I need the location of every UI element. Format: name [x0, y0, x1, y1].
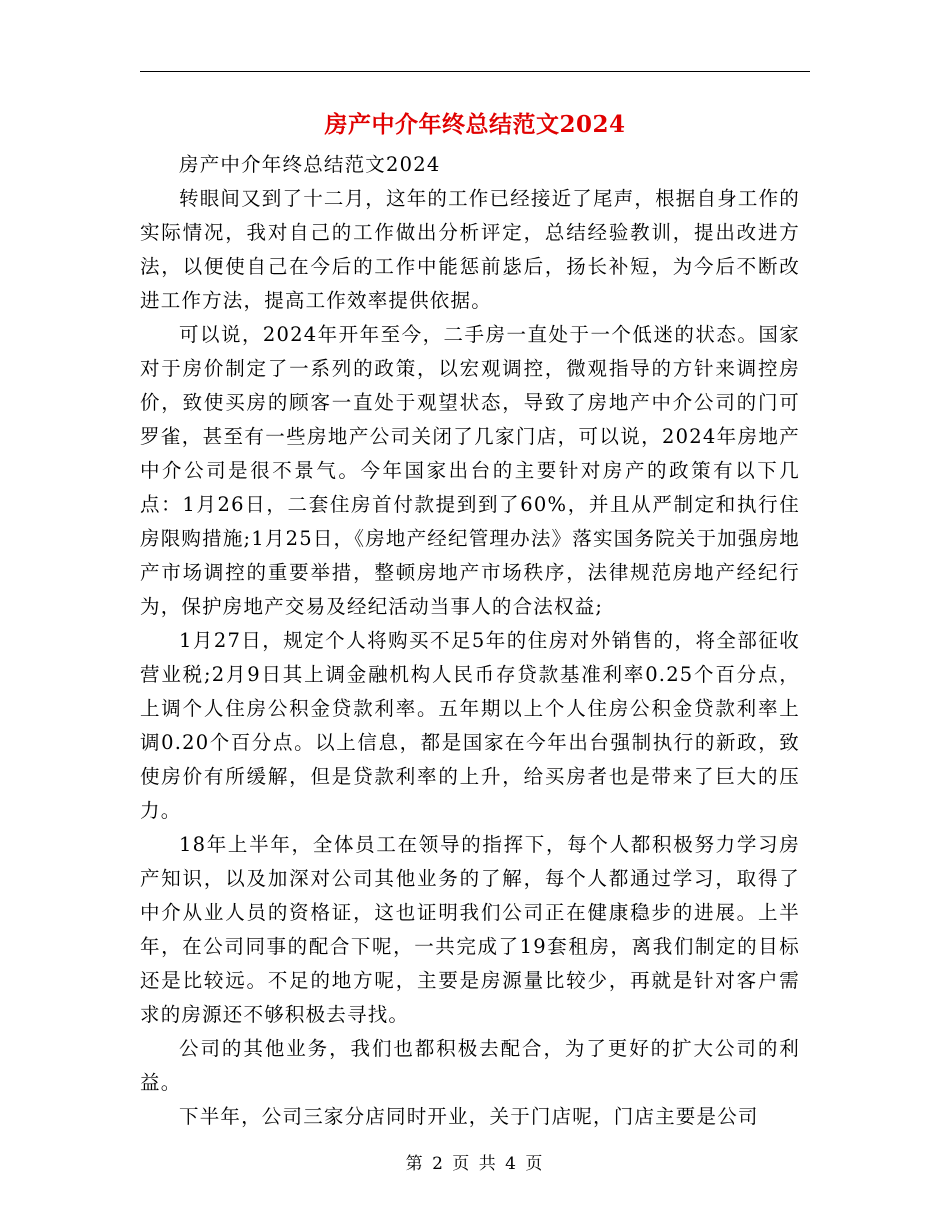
paragraph: 1月27日，规定个人将购买不足5年的住房对外销售的，将全部征收营业税;2月9日其上调金融机构人民币存贷款基准利率0.25个百分点，上调个人住房公积金贷款利率。五年期以上个人住房公积金贷款利率上调0.20个百分点。以上信息，都是国家在今年出台强制执行的新政，致使房价有所缓解，但是贷款利率的上升，给买房者也是带来了巨大的压力。	[140, 629, 800, 822]
header-rule	[140, 71, 810, 72]
document-body	[140, 148, 800, 1134]
paragraph: 房产中介年终总结范文2024	[179, 153, 441, 176]
paragraph: 公司的其他业务，我们也都积极去配合，为了更好的扩大公司的利益。	[140, 1037, 800, 1094]
paragraph: 可以说，2024年开年至今，二手房一直处于一个低迷的状态。国家对于房价制定了一系列的政策，以宏观调控，微观指导的方针来调控房价，致使买房的顾客一直处于观望状态，导致了房地产中介公司的门可罗雀，甚至有一些房地产公司关闭了几家门店，可以说，2024年房地产中介公司是很不景气。今年国家出台的主要针对房产的政策有以下几点：1月26日，二套住房首付款提到到了60%，并且从严制定和执行住房限购措施;1月25日，《房地产经纪管理办法》落实国务院关于加强房地产市场调控的重要举措，整顿房地产市场秩序，法律规范房地产经纪行为，保护房地产交易及经纪活动当事人的合法权益;	[140, 323, 800, 618]
document-title: 房产中介年终总结范文2024	[324, 111, 626, 138]
paragraph: 18年上半年，全体员工在领导的指挥下，每个人都积极努力学习房产知识，以及加深对公司其他业务的了解，每个人都通过学习，取得了中介从业人员的资格证，这也证明我们公司正在健康稳步的进展。上半年，在公司同事的配合下呢，一共完成了19套租房，离我们制定的目标还是比较远。不足的地方呢，主要是房源量比较少，再就是针对客户需求的房源还不够积极去寻找。	[140, 833, 800, 1026]
paragraph: 下半年，公司三家分店同时开业，关于门店呢，门店主要是公司	[179, 1105, 759, 1128]
paragraph: 转眼间又到了十二月，这年的工作已经接近了尾声，根据自身工作的实际情况，我对自己的工作做出分析评定，总结经验教训，提出改进方法，以便使自己在今后的工作中能惩前毖后，扬长补短，为今后不断改进工作方法，提高工作效率提供依据。	[140, 187, 801, 312]
page-number-footer: 第 2 页 共 4 页	[405, 1154, 545, 1174]
